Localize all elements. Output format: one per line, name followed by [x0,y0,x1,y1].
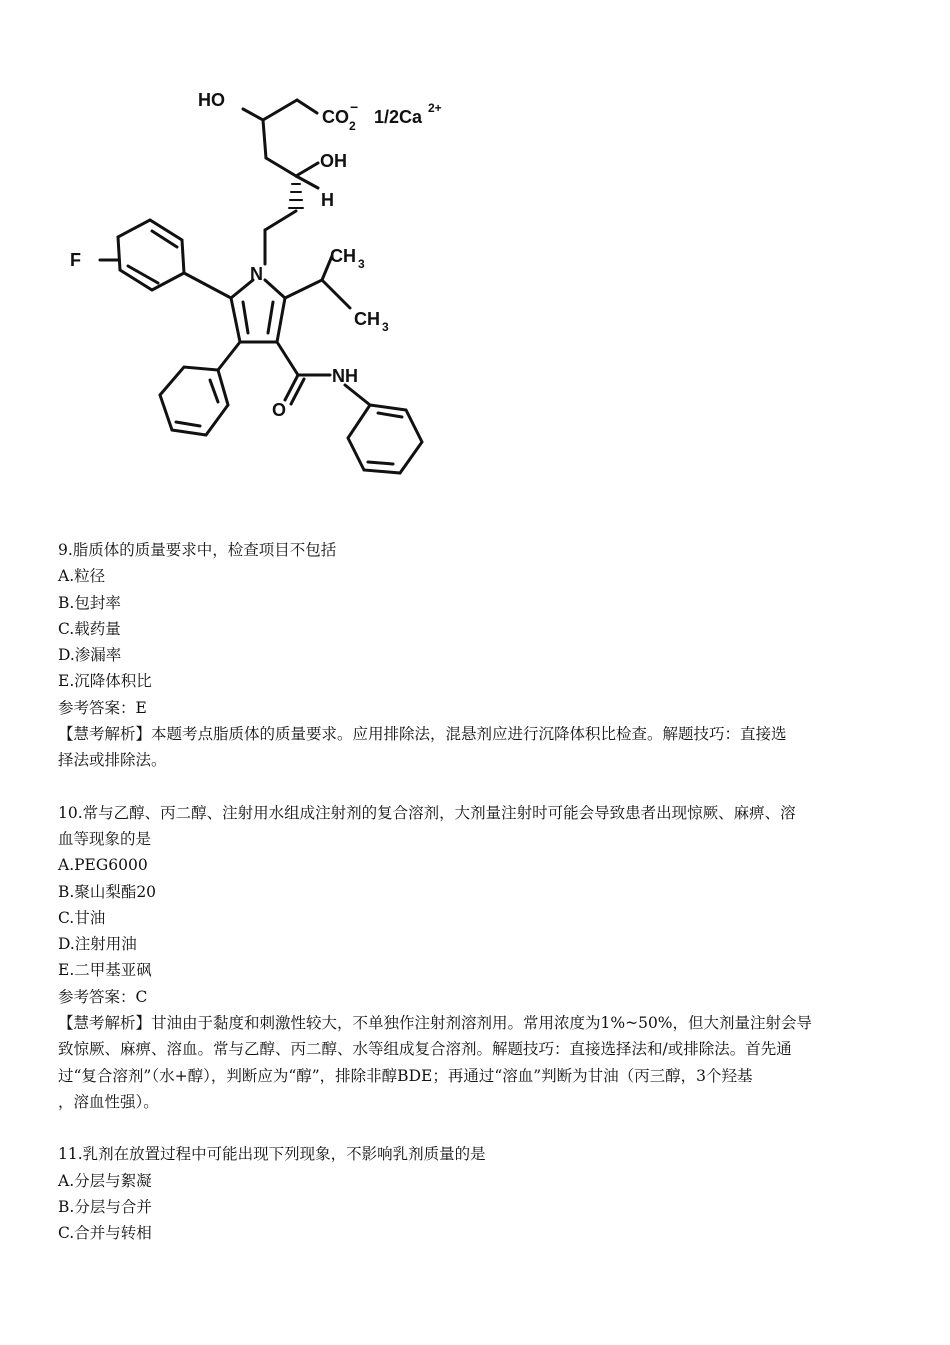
spacer [58,774,898,800]
label-ho: HO [198,90,225,110]
question-11 [58,1141,898,1246]
label-ch3-top: CH [330,246,356,266]
label-ca-sup: 2+ [428,101,442,115]
label-ca: 1/2Ca [374,107,423,127]
option-d: D.注射用油 [58,935,137,954]
question-stem: 血等现象的是 [58,829,152,848]
label-h: H [321,190,334,210]
option-e: E.二甲基亚砜 [58,961,152,980]
analysis-line: 过“复合溶剂”（水+醇），判断应为“醇”，排除非醇BDE；再通过“溶血”判断为甘油（丙三醇，3个羟基 [58,1066,753,1085]
reference-answer: 参考答案：C [58,987,148,1006]
label-ch3-bottom: CH [354,309,380,329]
option-d: D.渗漏率 [58,646,122,665]
question-list [58,537,898,1246]
structure-svg [60,80,480,500]
label-o: O [272,400,287,420]
option-e: E.沉降体积比 [58,672,152,691]
label-co2-sub: 2 [349,119,356,133]
question-10 [58,800,898,1116]
question-stem: 9.脂质体的质量要求中，检查项目不包括 [58,541,337,559]
option-b: B.聚山梨酯20 [58,882,157,901]
label-co2: CO [322,107,349,127]
option-a: A.PEG6000 [58,856,148,875]
label-oh: OH [320,151,347,171]
analysis-line: 择法或排除法。 [58,751,167,770]
option-a: A.粒径 [58,567,106,586]
option-b: B.分层与合并 [58,1197,152,1216]
option-c: C.载药量 [58,619,121,638]
chemical-structure-figure [60,80,480,500]
label-ch3-bottom-sub: 3 [382,320,389,334]
label-f: F [70,250,81,270]
label-n: N [250,264,263,284]
option-c: C.甘油 [58,908,106,927]
question-stem: 10.常与乙醇、丙二醇、注射用水组成注射剂的复合溶剂，大剂量注射时可能会导致患者出现惊厥、麻痹、溶 [58,803,796,822]
analysis-line: 致惊厥、麻痹、溶血。常与乙醇、丙二醇、水等组成复合溶剂。解题技巧：直接选择法和/或排除法。首先通 [58,1040,792,1059]
analysis-line: ，溶血性强）。 [58,1092,159,1111]
analysis-line: 【慧考解析】本题考点脂质体的质量要求。应用排除法，混悬剂应进行沉降体积比检查。解题技巧：直接选 [58,725,787,744]
analysis-line: 【慧考解析】甘油由于黏度和刺激性较大，不单独作注射剂溶剂用。常用浓度为1%~50%，但大剂量注射会导 [58,1014,813,1033]
option-c: C.合并与转相 [58,1224,152,1243]
question-9 [58,537,898,774]
label-ch3-top-sub: 3 [358,257,365,271]
question-stem: 11.乳剂在放置过程中可能出现下列现象，不影响乳剂质量的是 [58,1145,486,1164]
reference-answer: 参考答案：E [58,698,147,717]
option-b: B.包封率 [58,593,121,612]
label-nh: NH [332,366,358,386]
spacer [58,1115,898,1141]
label-co2-sup: − [350,99,359,115]
option-a: A.分层与絮凝 [58,1171,152,1190]
